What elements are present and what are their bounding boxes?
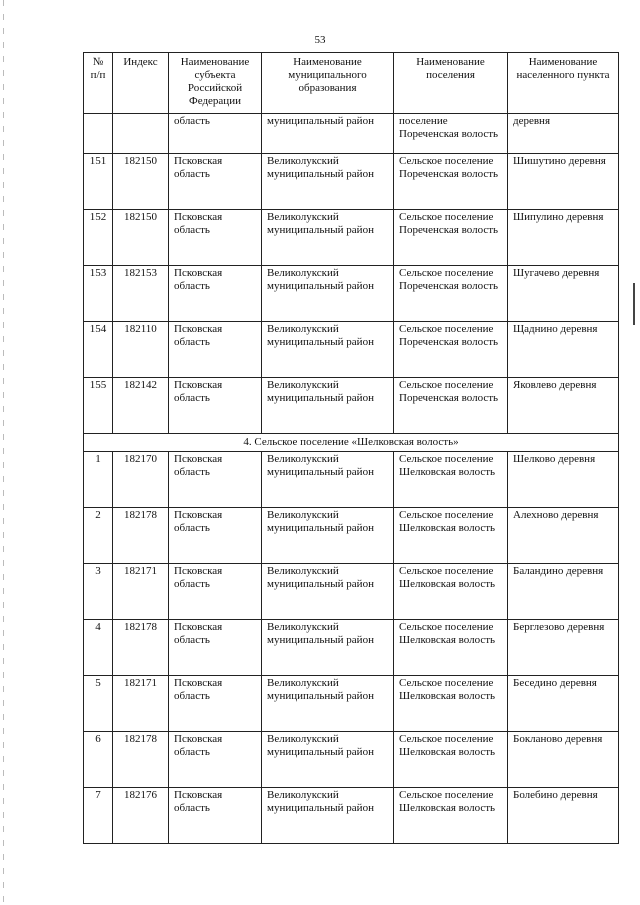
cell-settlement: Сельское поселение Шелковская волость [394,732,508,788]
cell-locality: Шипулино деревня [508,210,619,266]
cell-locality: деревня [508,114,619,154]
cell-num: 7 [84,788,113,844]
table-row [84,508,619,564]
cell-settlement: Сельское поселение Пореченская волость [394,154,508,210]
cell-municipality: муниципальный район [262,114,394,154]
cell-subject: область [169,114,262,154]
table-row [84,732,619,788]
table-row [84,266,619,322]
cell-municipality: Великолукский муниципальный район [262,676,394,732]
cell-subject: Псковская область [169,788,262,844]
cell-settlement: Сельское поселение Пореченская волость [394,378,508,434]
cell-num: 151 [84,154,113,210]
cell-municipality: Великолукский муниципальный район [262,732,394,788]
cell-municipality: Великолукский муниципальный район [262,154,394,210]
cell-num: 3 [84,564,113,620]
cell-locality: Шелково деревня [508,452,619,508]
settlements-table [83,52,619,844]
cell-index: 182142 [113,378,169,434]
cell-subject: Псковская область [169,154,262,210]
cell-settlement: Сельское поселение Пореченская волость [394,322,508,378]
cell-locality: Баландино деревня [508,564,619,620]
cell-subject: Псковская область [169,564,262,620]
cell-index: 182153 [113,266,169,322]
cell-index: 182178 [113,732,169,788]
cell-locality: Щаднино деревня [508,322,619,378]
header-num: № п/п [84,53,113,114]
table-row-continuation [84,114,619,154]
cell-index [113,114,169,154]
cell-index: 182150 [113,154,169,210]
table-row [84,210,619,266]
cell-locality: Алехново деревня [508,508,619,564]
cell-locality: Шугачево деревня [508,266,619,322]
cell-index: 182150 [113,210,169,266]
cell-num: 153 [84,266,113,322]
table-row [84,676,619,732]
cell-settlement: Сельское поселение Шелковская волость [394,676,508,732]
cell-index: 182178 [113,508,169,564]
cell-num: 6 [84,732,113,788]
table-row [84,620,619,676]
cell-municipality: Великолукский муниципальный район [262,620,394,676]
cell-settlement: Сельское поселение Шелковская волость [394,620,508,676]
scan-edge-mark [633,283,635,325]
cell-num: 152 [84,210,113,266]
cell-index: 182110 [113,322,169,378]
cell-num: 5 [84,676,113,732]
cell-settlement: Сельское поселение Шелковская волость [394,452,508,508]
table-row [84,452,619,508]
cell-municipality: Великолукский муниципальный район [262,378,394,434]
cell-locality: Берглезово деревня [508,620,619,676]
cell-settlement: поселение Пореченская волость [394,114,508,154]
cell-locality: Шишутино деревня [508,154,619,210]
cell-subject: Псковская область [169,378,262,434]
cell-subject: Псковская область [169,266,262,322]
cell-num: 4 [84,620,113,676]
cell-subject: Псковская область [169,620,262,676]
table-header-row [84,53,619,114]
cell-settlement: Сельское поселение Пореченская волость [394,210,508,266]
scan-margin-line [3,0,4,905]
page-number: 53 [314,34,326,46]
table-row [84,154,619,210]
cell-municipality: Великолукский муниципальный район [262,788,394,844]
cell-num: 155 [84,378,113,434]
cell-num [84,114,113,154]
header-index: Индекс [113,53,169,114]
section-title: 4. Сельское поселение «Шелковская волость» [84,434,619,452]
cell-municipality: Великолукский муниципальный район [262,322,394,378]
cell-num: 1 [84,452,113,508]
cell-subject: Псковская область [169,676,262,732]
cell-municipality: Великолукский муниципальный район [262,266,394,322]
cell-municipality: Великолукский муниципальный район [262,508,394,564]
cell-municipality: Великолукский муниципальный район [262,452,394,508]
cell-locality: Беседино деревня [508,676,619,732]
cell-municipality: Великолукский муниципальный район [262,210,394,266]
header-subject: Наименование субъекта Российской Федерации [169,53,262,114]
header-settlement: Наименование поселения [394,53,508,114]
cell-settlement: Сельское поселение Пореченская волость [394,266,508,322]
cell-index: 182171 [113,676,169,732]
cell-locality: Бокланово деревня [508,732,619,788]
cell-settlement: Сельское поселение Шелковская волость [394,788,508,844]
cell-subject: Псковская область [169,452,262,508]
cell-locality: Яковлево деревня [508,378,619,434]
cell-index: 182178 [113,620,169,676]
cell-num: 154 [84,322,113,378]
cell-subject: Псковская область [169,508,262,564]
header-locality: Наименование населенного пункта [508,53,619,114]
table-row [84,378,619,434]
cell-subject: Псковская область [169,732,262,788]
header-municipality: Наименование муниципального образования [262,53,394,114]
cell-index: 182170 [113,452,169,508]
cell-settlement: Сельское поселение Шелковская волость [394,508,508,564]
table-row [84,322,619,378]
cell-subject: Псковская область [169,322,262,378]
cell-locality: Болебино деревня [508,788,619,844]
table-row [84,564,619,620]
cell-index: 182176 [113,788,169,844]
section-header-row [84,434,619,452]
cell-municipality: Великолукский муниципальный район [262,564,394,620]
cell-index: 182171 [113,564,169,620]
cell-settlement: Сельское поселение Шелковская волость [394,564,508,620]
cell-num: 2 [84,508,113,564]
table-row [84,788,619,844]
cell-subject: Псковская область [169,210,262,266]
